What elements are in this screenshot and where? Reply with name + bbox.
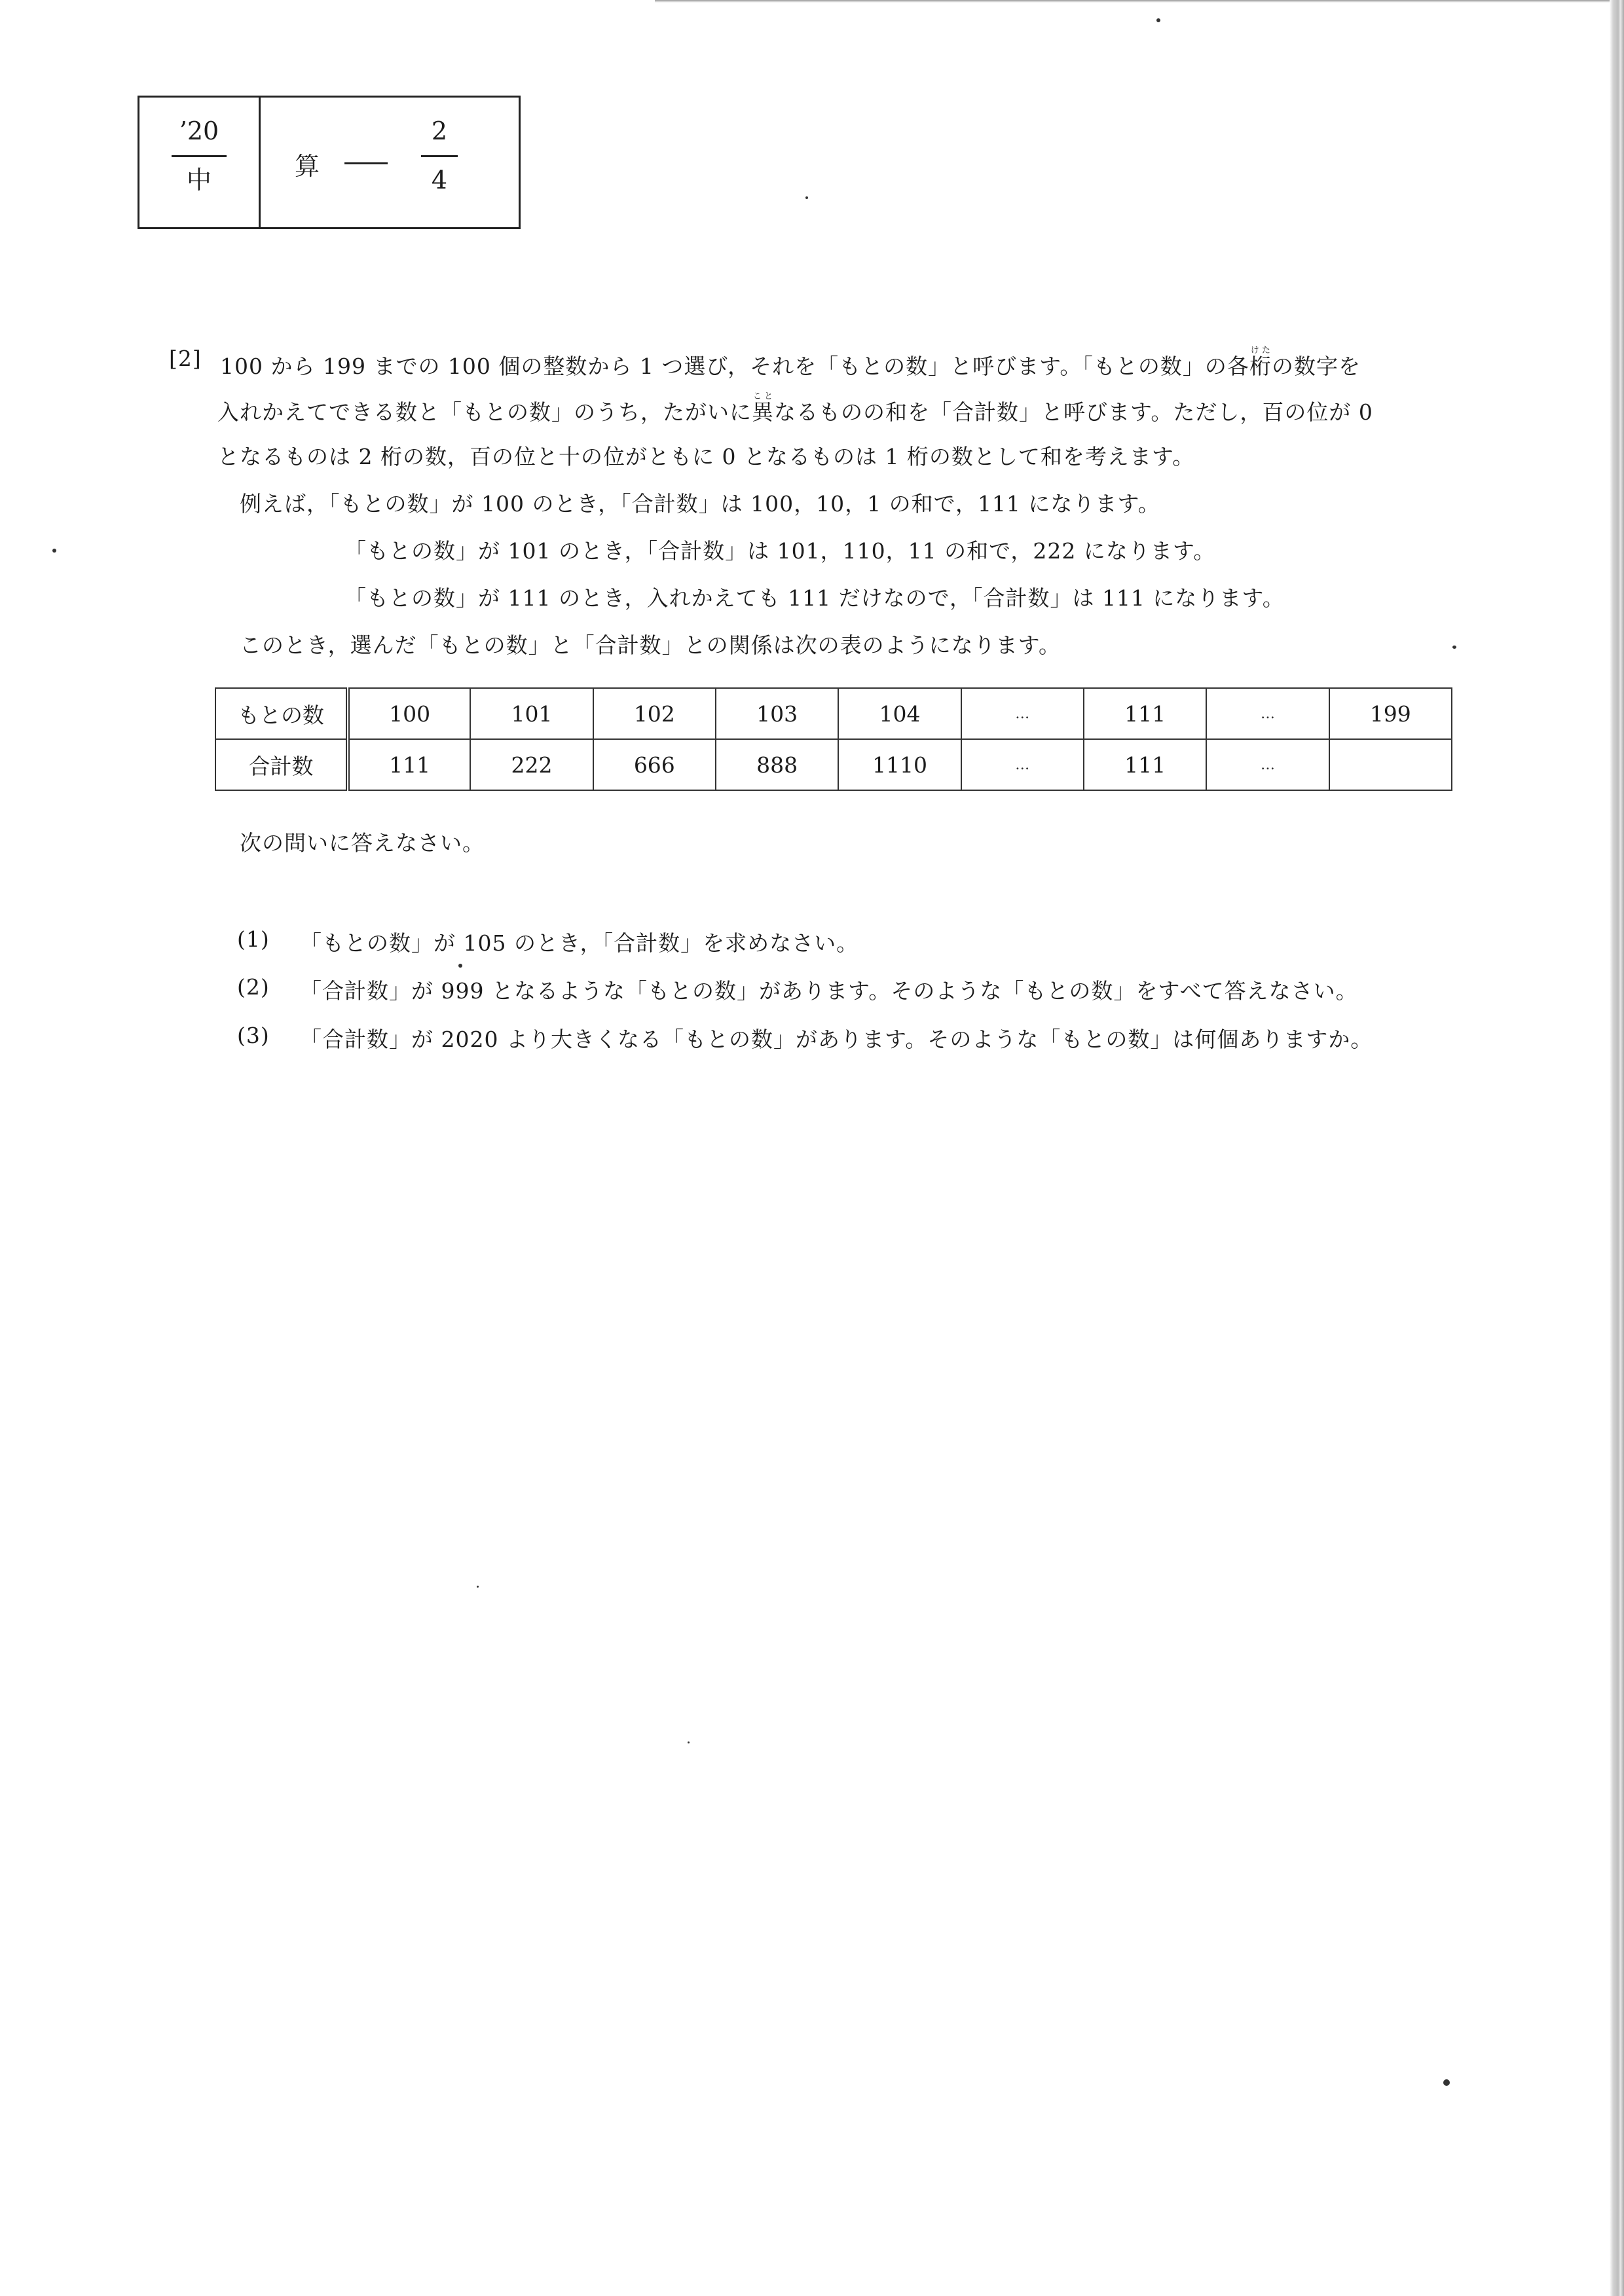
problem-number: [2] <box>169 346 202 371</box>
ruby-base: 桁 <box>1249 354 1272 379</box>
subject-label: 算 <box>295 152 320 181</box>
table-cell-ellipsis: … <box>961 739 1084 790</box>
table-cell-ellipsis: … <box>1206 739 1329 790</box>
table-cell: 199 <box>1329 688 1452 739</box>
table-cell: 104 <box>838 688 961 739</box>
number-table <box>215 687 1452 791</box>
question-3-text: 「合計数」が 2020 より大きくなる「もとの数」があります。そのような「もとの数」は何個ありますか。 <box>300 1027 1373 1052</box>
table-cell: 101 <box>470 688 593 739</box>
table-cell: 111 <box>1084 688 1206 739</box>
table-cell: 102 <box>593 688 716 739</box>
scan-speck <box>52 549 56 553</box>
ruby-reading: けた <box>1249 346 1272 355</box>
intro-line-2-after: なるものの和を「合計数」と呼びます。ただし，百の位が 0 <box>774 399 1373 425</box>
page-header-box <box>138 96 521 229</box>
exam-level: 中 <box>186 166 212 194</box>
ruby-base: 異 <box>752 399 774 425</box>
intro-line-3: となるものは 2 桁の数，百の位と十の位がともに 0 となるものは 1 桁の数として和を考えます。 <box>217 444 1195 469</box>
instruction: 次の問いに答えなさい。 <box>240 830 485 856</box>
page-total: 4 <box>431 166 448 194</box>
header-grade-cell <box>139 98 261 227</box>
intro-line-2 <box>217 392 1373 426</box>
question-2-text: 「合計数」が 999 となるような「もとの数」があります。そのような「もとの数」をすべて答えなさい。 <box>300 978 1358 1004</box>
scan-right-edge <box>1610 0 1624 2296</box>
fraction-bar <box>172 155 227 157</box>
question-1-text: 「もとの数」が 105 のとき，「合計数」を求めなさい。 <box>300 930 859 956</box>
ruby-koto <box>752 392 774 425</box>
question-3-label: (3) <box>237 1023 270 1048</box>
table-cell: 111 <box>348 739 470 790</box>
table-cell: 111 <box>1084 739 1206 790</box>
scan-speck <box>458 964 462 968</box>
intro-line-1 <box>220 346 1361 380</box>
table-cell: 1110 <box>838 739 961 790</box>
page-fraction <box>420 116 459 195</box>
table-cell: 222 <box>470 739 593 790</box>
scan-speck <box>1452 646 1456 649</box>
scan-speck <box>477 1586 479 1588</box>
table-cell-ellipsis: … <box>1206 688 1329 739</box>
exam-year: ’20 <box>179 117 219 145</box>
table-cell: 888 <box>716 739 838 790</box>
table-row-sum <box>215 739 1452 790</box>
example-line-1: 例えば，「もとの数」が 100 のとき，「合計数」は 100，10，1 の和で，111 になります。 <box>240 491 1160 517</box>
row-header-original: もとの数 <box>215 688 348 739</box>
example-line-2: 「もとの数」が 101 のとき，「合計数」は 101，110，11 の和で，222 になります。 <box>344 538 1216 564</box>
scan-top-edge <box>655 0 1610 3</box>
intro-line-2-before: 入れかえてできる数と「もとの数」のうち，たがいに <box>217 399 752 425</box>
table-cell: 666 <box>593 739 716 790</box>
example-line-3: 「もとの数」が 111 のとき，入れかえても 111 だけなので，「合計数」は 111 になります。 <box>344 585 1285 611</box>
year-level-fraction <box>139 116 259 195</box>
table-cell: 103 <box>716 688 838 739</box>
intro-line-1-before: 100 から 199 までの 100 個の整数から 1 つ選び，それを「もとの数」と呼びます。「もとの数」の各 <box>220 354 1249 379</box>
scan-speck <box>1156 18 1160 22</box>
scan-speck <box>688 1741 690 1743</box>
subject-dash <box>344 162 388 164</box>
scan-speck <box>1443 2079 1450 2086</box>
table-row-original <box>215 688 1452 739</box>
ruby-reading: こと <box>752 392 774 401</box>
table-cell: 100 <box>348 688 470 739</box>
scan-speck <box>805 196 808 199</box>
table-cell-blank <box>1329 739 1452 790</box>
ruby-keta <box>1249 346 1272 379</box>
row-header-sum: 合計数 <box>215 739 348 790</box>
question-1-label: (1) <box>237 926 270 952</box>
table-cell-ellipsis: … <box>961 688 1084 739</box>
question-2-label: (2) <box>237 974 270 1000</box>
intro-line-1-after: の数字を <box>1271 354 1361 379</box>
table-intro: このとき，選んだ「もとの数」と「合計数」との関係は次の表のようになります。 <box>240 632 1061 658</box>
page-current: 2 <box>431 117 448 145</box>
fraction-bar <box>421 155 458 157</box>
header-subject-cell <box>261 98 519 227</box>
